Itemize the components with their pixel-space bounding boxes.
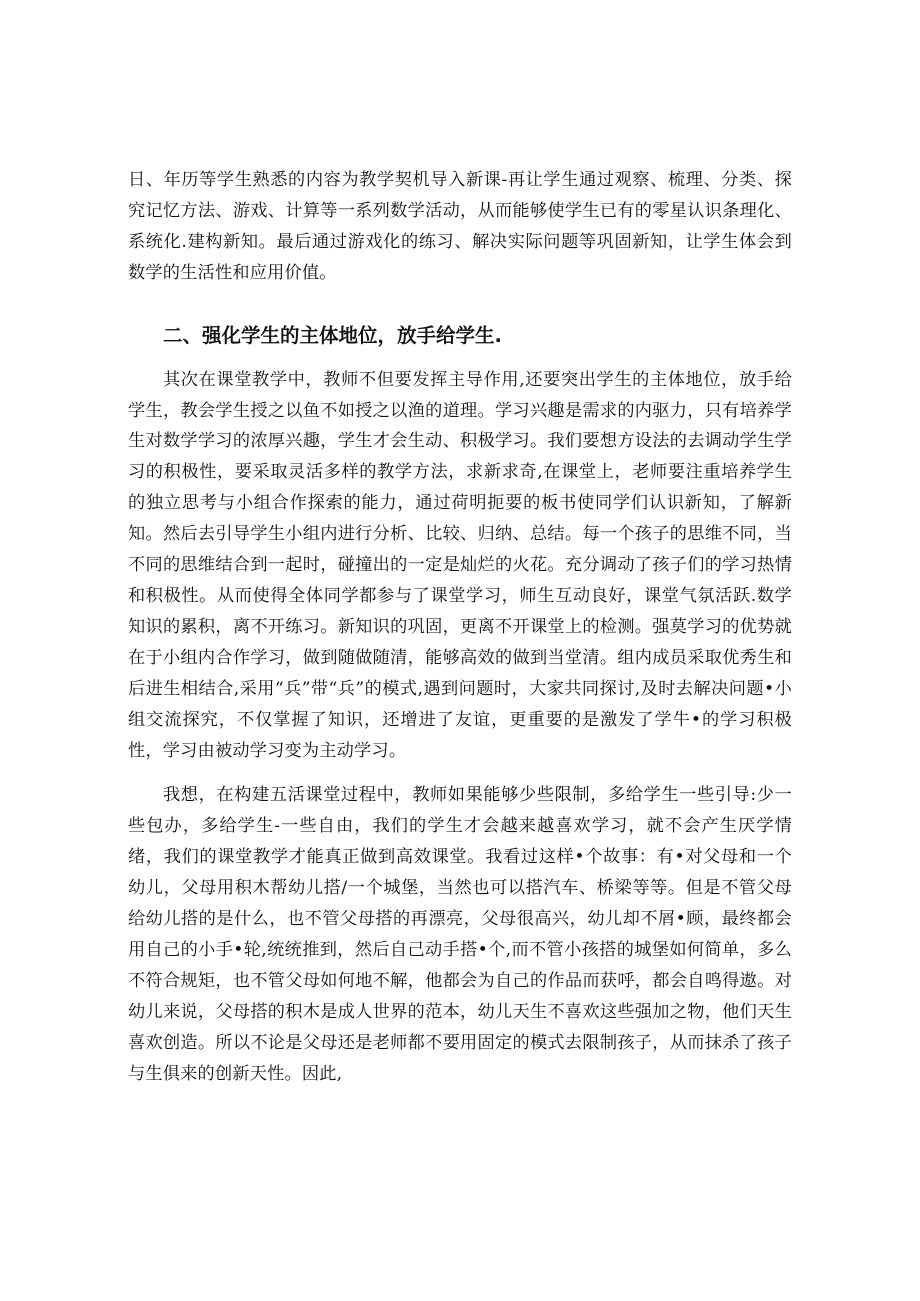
paragraph-teacher-reflection: 我想，在构建五活课堂过程中，教师如果能够少些限制，多给学生一些引导:少一些包办，多给学生-一些自由，我们的学生才会越来越喜欢学习，就不会产生厌学情绪，我们的课堂教学才能真正做到高效课堂。我看过这样•个故事：有•对父母和一个幼儿，父母用积木帮幼儿搭/一个城堡，当然也可以搭汽车、桥梁等等。但是不管父母给幼儿搭的是什么，也不管父母搭的再漂亮，父母很高兴，幼儿却不屑•顾，最终都会用自己的小手•轮,统统推到，然后自己动手搭•个,而不管小孩搭的城堡如何简单，多么不符合规矩，也不管父母如何地不解，他都会为自己的作品而获呼，都会自鸣得遨。对幼儿来说，父母搭的积木是成人世界的范本，幼儿天生不喜欢这些强加之物，他们天生喜欢创造。所以不论是父母还是老师都不要用固定的模式去限制孩子，从而抹杀了孩子与生俱来的创新天性。因此, bbox=[128, 785, 792, 1084]
document-body bbox=[128, 165, 792, 1089]
paragraph-intro: 日、年历等学生熟悉的内容为教学契机导入新课-再让学生通过观察、梳理、分类、探究记忆方法、游戏、计算等一系列数学活动，从而能够使学生已有的零星认识条理化、系统化.建构新知。最后通过游戏化的练习、解决实际问题等巩固新知，让学生体会到数学的生活性和应用价值。 bbox=[128, 170, 792, 283]
section-heading: 二、强化学生的主体地位，放手给学生. bbox=[163, 323, 502, 347]
paragraph-teaching-subject: 其次在课堂教学中，教师不但要发挥主导作用,还要突出学生的主体地位，放手给学生，教会学生授之以鱼不如授之以渔的道理。学习兴趣是需求的内驱力，只有培养学生对数学学习的浓厚兴趣，学生才会生动、积极学习。我们要想方设法的去调动学生学习的积极性，要采取灵活多样的教学方法，求新求奇,在课堂上，老师要注重培养学生的独立思考与小组合作探索的能力，通过荷明扼要的板书使同学们认识新知，了解新知。然后去引导学生小组内进行分析、比较、归纳、总结。每一个孩子的思维不同，当不同的思维结合到一起时，碰撞出的一定是灿烂的火花。充分调动了孩子们的学习热情和积极性。从而使得全体同学都参与了课堂学习，师生互动良好，课堂气氛活跃.数学知识的累积，离不开练习。新知识的巩固，更离不开课堂上的检测。强莫学习的优势就在于小组内合作学习，做到随做随清，能够高效的做到当堂清。组内成员采取优秀生和后进生相结合,采用“兵”带“兵”的模式,遇到问题时，大家共同探讨,及时去解决问题•小组交流探究，不仅掌握了知识，还增进了友谊，更重要的是激发了学牛•的学习积极性，学习由被动学习变为主动学习。 bbox=[128, 369, 792, 761]
